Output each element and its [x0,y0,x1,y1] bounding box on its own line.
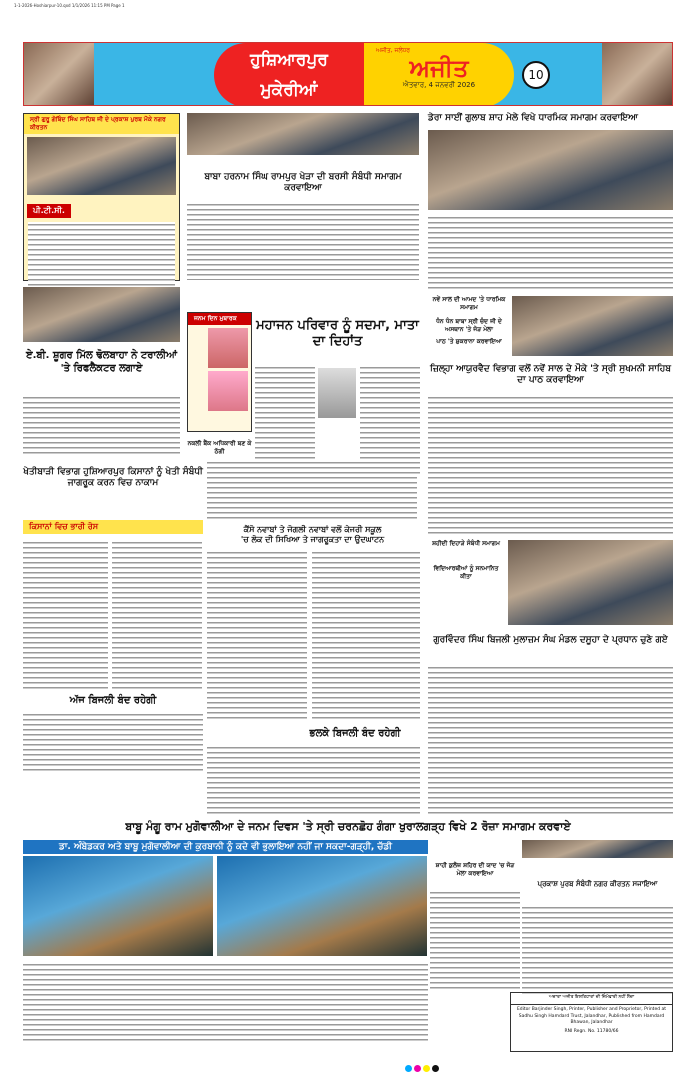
birthday-box: ਜਨਮ ਦਿਨ ਮੁਬਾਰਕ [187,312,252,432]
headline-gurvinder: ਗੁਰਵਿੰਦਰ ਸਿੰਘ ਬਿਜਲੀ ਮੁਲਾਜ਼ਮ ਸੰਘ ਮੰਡਲ ਦਸੂਹਾ ਦੇ ਪ੍ਰਧਾਨ ਚੁਣੇ ਗਏ [433,635,668,645]
headline-nakli: ਨਕਲੀ ਬੈਂਕ ਅਧਿਕਾਰੀ ਬਣ ਕੇ ਠੱਗੀ [187,440,252,455]
headline-small-2: ਧੰਨ ਧੰਨ ਬਾਬਾ ਸ੍ਰੀ ਚੰਦ ਜੀ ਦੇ ਅਸਥਾਨ 'ਤੇ ਜੋੜ ਮੇਲਾ [436,318,502,333]
headline-ajj-bijli: ਅੱਜ ਬਿਜਲੀ ਬੰਦ ਰਹੇਗੀ [69,695,157,706]
cyan-dot [405,1065,412,1072]
edition-name: ਹੁਸ਼ਿਆਰਪੁਰ ਮੁਕੇਰੀਆਂ [214,43,364,106]
page-number: 10 [522,61,550,89]
masthead [23,42,673,106]
baba-harnam-photo [187,113,419,155]
headline-mid-small: ਸ਼ਹੀਦੀ ਦਿਹਾੜੇ ਸੰਬੰਧੀ ਸਮਾਗਮ [432,540,500,547]
color-registration-marks [405,1065,439,1072]
headline-dera: ਡੇਰਾ ਸਾਈਂ ਗੁਲਾਬ ਸ਼ਾਹ ਮੇਲੇ ਵਿਖੇ ਧਾਰਮਿਕ ਸਮਾਗਮ ਕਰਵਾਇਆ [428,113,638,123]
lead-photo-1 [23,856,213,956]
masthead-photo-left [24,43,94,106]
headline-mid-small-2: ਵਿਦਿਆਰਥੀਆਂ ਨੂੰ ਸਨਮਾਨਿਤ ਕੀਤਾ [433,565,499,580]
headline-shahi: ਸ਼ਾਹੀ ਕੁਲੋਜ਼ ਸ਼ਹਿਰ ਦੀ ਯਾਦ 'ਚ ਜੋੜ ਮੇਲਾ ਕਰਵਾਇਆ [435,862,515,877]
lead-subhead: ਡਾ. ਅੰਬੇਡਕਰ ਅਤੇ ਬਾਬੂ ਮੁਗੋਵਾਲੀਆ ਦੀ ਕੁਰਬਾਨੀ ਨੂੰ ਕਦੇ ਵੀ ਭੁਲਾਇਆ ਨਹੀਂ ਜਾ ਸਕਦਾ-ਗੜ੍ਹੀ, ਚੱਡੀ [23,840,428,854]
headline-ayurved: ਜ਼ਿਲ੍ਹਾ ਆਯੁਰਵੈਦ ਵਿਭਾਗ ਵਲੋਂ ਨਵੇਂ ਸਾਲ ਦੇ ਮੌਕੇ 'ਤੇ ਸ੍ਰੀ ਸੁਖਮਨੀ ਸਾਹਿਬ ਦਾ ਪਾਠ ਕਰਵਾਇਆ [430,364,671,386]
headline-baba-harnam: ਬਾਬਾ ਹਰਨਾਮ ਸਿੰਘ ਰਾਮਪੁਰ ਖੇੜਾ ਦੀ ਬਰਸੀ ਸੰਬੰਧੀ ਸਮਾਗਮ ਕਰਵਾਇਆ [204,172,402,194]
prakash-photo [522,840,673,858]
child-photo [208,371,248,411]
print-slug: 1-1-2026-Hoshiarpur-10.qxd 1/1/2026 11:15 PM Page 1 [14,3,125,8]
black-dot [432,1065,439,1072]
subhead-kisan: ਕਿਸਾਨਾਂ ਵਿਚ ਭਾਰੀ ਰੋਸ [23,520,203,534]
headline-sugar-mill: ਏ.ਬੀ. ਸ਼ੂਗਰ ਮਿੱਲ ਢੋਲਬਾਹਾ ਨੇ ਟਰਾਲੀਆਂ 'ਤੇ ਰਿਫਲੈਕਟਰ ਲਗਾਏ [25,350,178,374]
headline-small-3: ਪਾਠ 'ਤੇ ਸ਼ੁਕਰਾਨਾ ਕਰਵਾਇਆ [436,338,502,345]
issue-date: ਐਤਵਾਰ, 4 ਜਨਵਰੀ 2026 [402,81,476,89]
headline-small-1: ਨਵੇਂ ਸਾਲ ਦੀ ਆਮਦ 'ਤੇ ਧਾਰਮਿਕ ਸਮਾਗਮ [432,296,506,311]
yellow-dot [423,1065,430,1072]
golden-temple-photo [27,137,176,195]
headline-lead: ਬਾਬੂ ਮੰਗੂ ਰਾਮ ਮੁਗੋਵਾਲੀਆ ਦੇ ਜਨਮ ਦਿਵਸ 'ਤੇ ਸ੍ਰੀ ਚਰਨਛੋਹ ਗੰਗਾ ਖੁਰਾਲਗੜ੍ਹ ਵਿਖੇ 2 ਰੋਜ਼ਾ ਸਮਾਗਮ ਕਰਵਾਏ [125,820,571,833]
headline-prakash: ਪ੍ਰਕਾਸ਼ ਪੁਰਬ ਸੰਬੰਧੀ ਨਗਰ ਕੀਰਤਨ ਸਜਾਇਆ [537,880,658,888]
sugar-mill-photo [23,287,180,342]
headline-bhalke-bijli: ਭਲਕੇ ਬਿਜਲੀ ਬੰਦ ਰਹੇਗੀ [309,728,401,739]
paper-name-block: ਅਜੀਤ, ਜਲੰਧਰ ਅਜੀਤ ਐਤਵਾਰ, 4 ਜਨਵਰੀ 2026 [364,43,514,106]
headline-mahajan: ਮਹਾਜਨ ਪਰਿਵਾਰ ਨੂੰ ਸਦਮਾ, ਮਾਤਾ ਦਾ ਦਿਹਾਂਤ [256,318,419,350]
ayurved-photo [512,296,673,356]
dera-photo [428,130,673,210]
lead-photo-2 [217,856,427,956]
obituary-photo [318,368,356,418]
headline-school: ਕੈਂਸੋ ਨਵਾਬਾਂ ਤੇ ਜੋਗਲੀ ਨਵਾਬਾਂ ਵਲੋਂ ਕੇਜਰੀ ਸਕੂਲ 'ਚ ਲੋਕ ਦੀ ਸਿਖਿਆ ਤੇ ਜਾਗਰੂਕਤਾ ਦਾ ਉਦਘਾਟਨ [240,525,385,544]
headline-kheti: ਖੇਤੀਬਾੜੀ ਵਿਭਾਗ ਹੁਸ਼ਿਆਰਪੁਰ ਕਿਸਾਨਾਂ ਨੂੰ ਖੇਤੀ ਸੰਬੰਧੀ ਜਾਗਰੂਕ ਕਰਨ ਵਿਚ ਨਾਕਾਮ [23,467,203,489]
paper-logo: ਅਜੀਤ [409,54,469,82]
masthead-photo-right [602,43,672,106]
top-left-box: ਸ੍ਰੀ ਗੁਰੂ ਗੋਬਿੰਦ ਸਿੰਘ ਸਾਹਿਬ ਜੀ ਦੇ ਪ੍ਰਕਾਸ਼ ਪੁਰਬ ਮੌਕੇ ਨਗਰ ਕੀਰਤਨ ਪੀ.ਟੀ.ਸੀ. [23,113,180,281]
magenta-dot [414,1065,421,1072]
imprint-box: ਅਦਾਰਾ ਅਜੀਤ ਇਸ਼ਤਿਹਾਰਾਂ ਦੀ ਜ਼ਿੰਮੇਵਾਰੀ ਨਹੀਂ ਲੈਂਦਾ Editor Barjinder Singh, Printer, Publisher and Proprietor, Printed at Sadhu Singh Hamdard Trust, Jalandhar, Published from Hamdard Bhawan, Jalandhar RNI Regn. No. 11780/66 [510,992,673,1052]
child-photo [208,328,248,368]
gurvinder-photo [508,540,673,625]
